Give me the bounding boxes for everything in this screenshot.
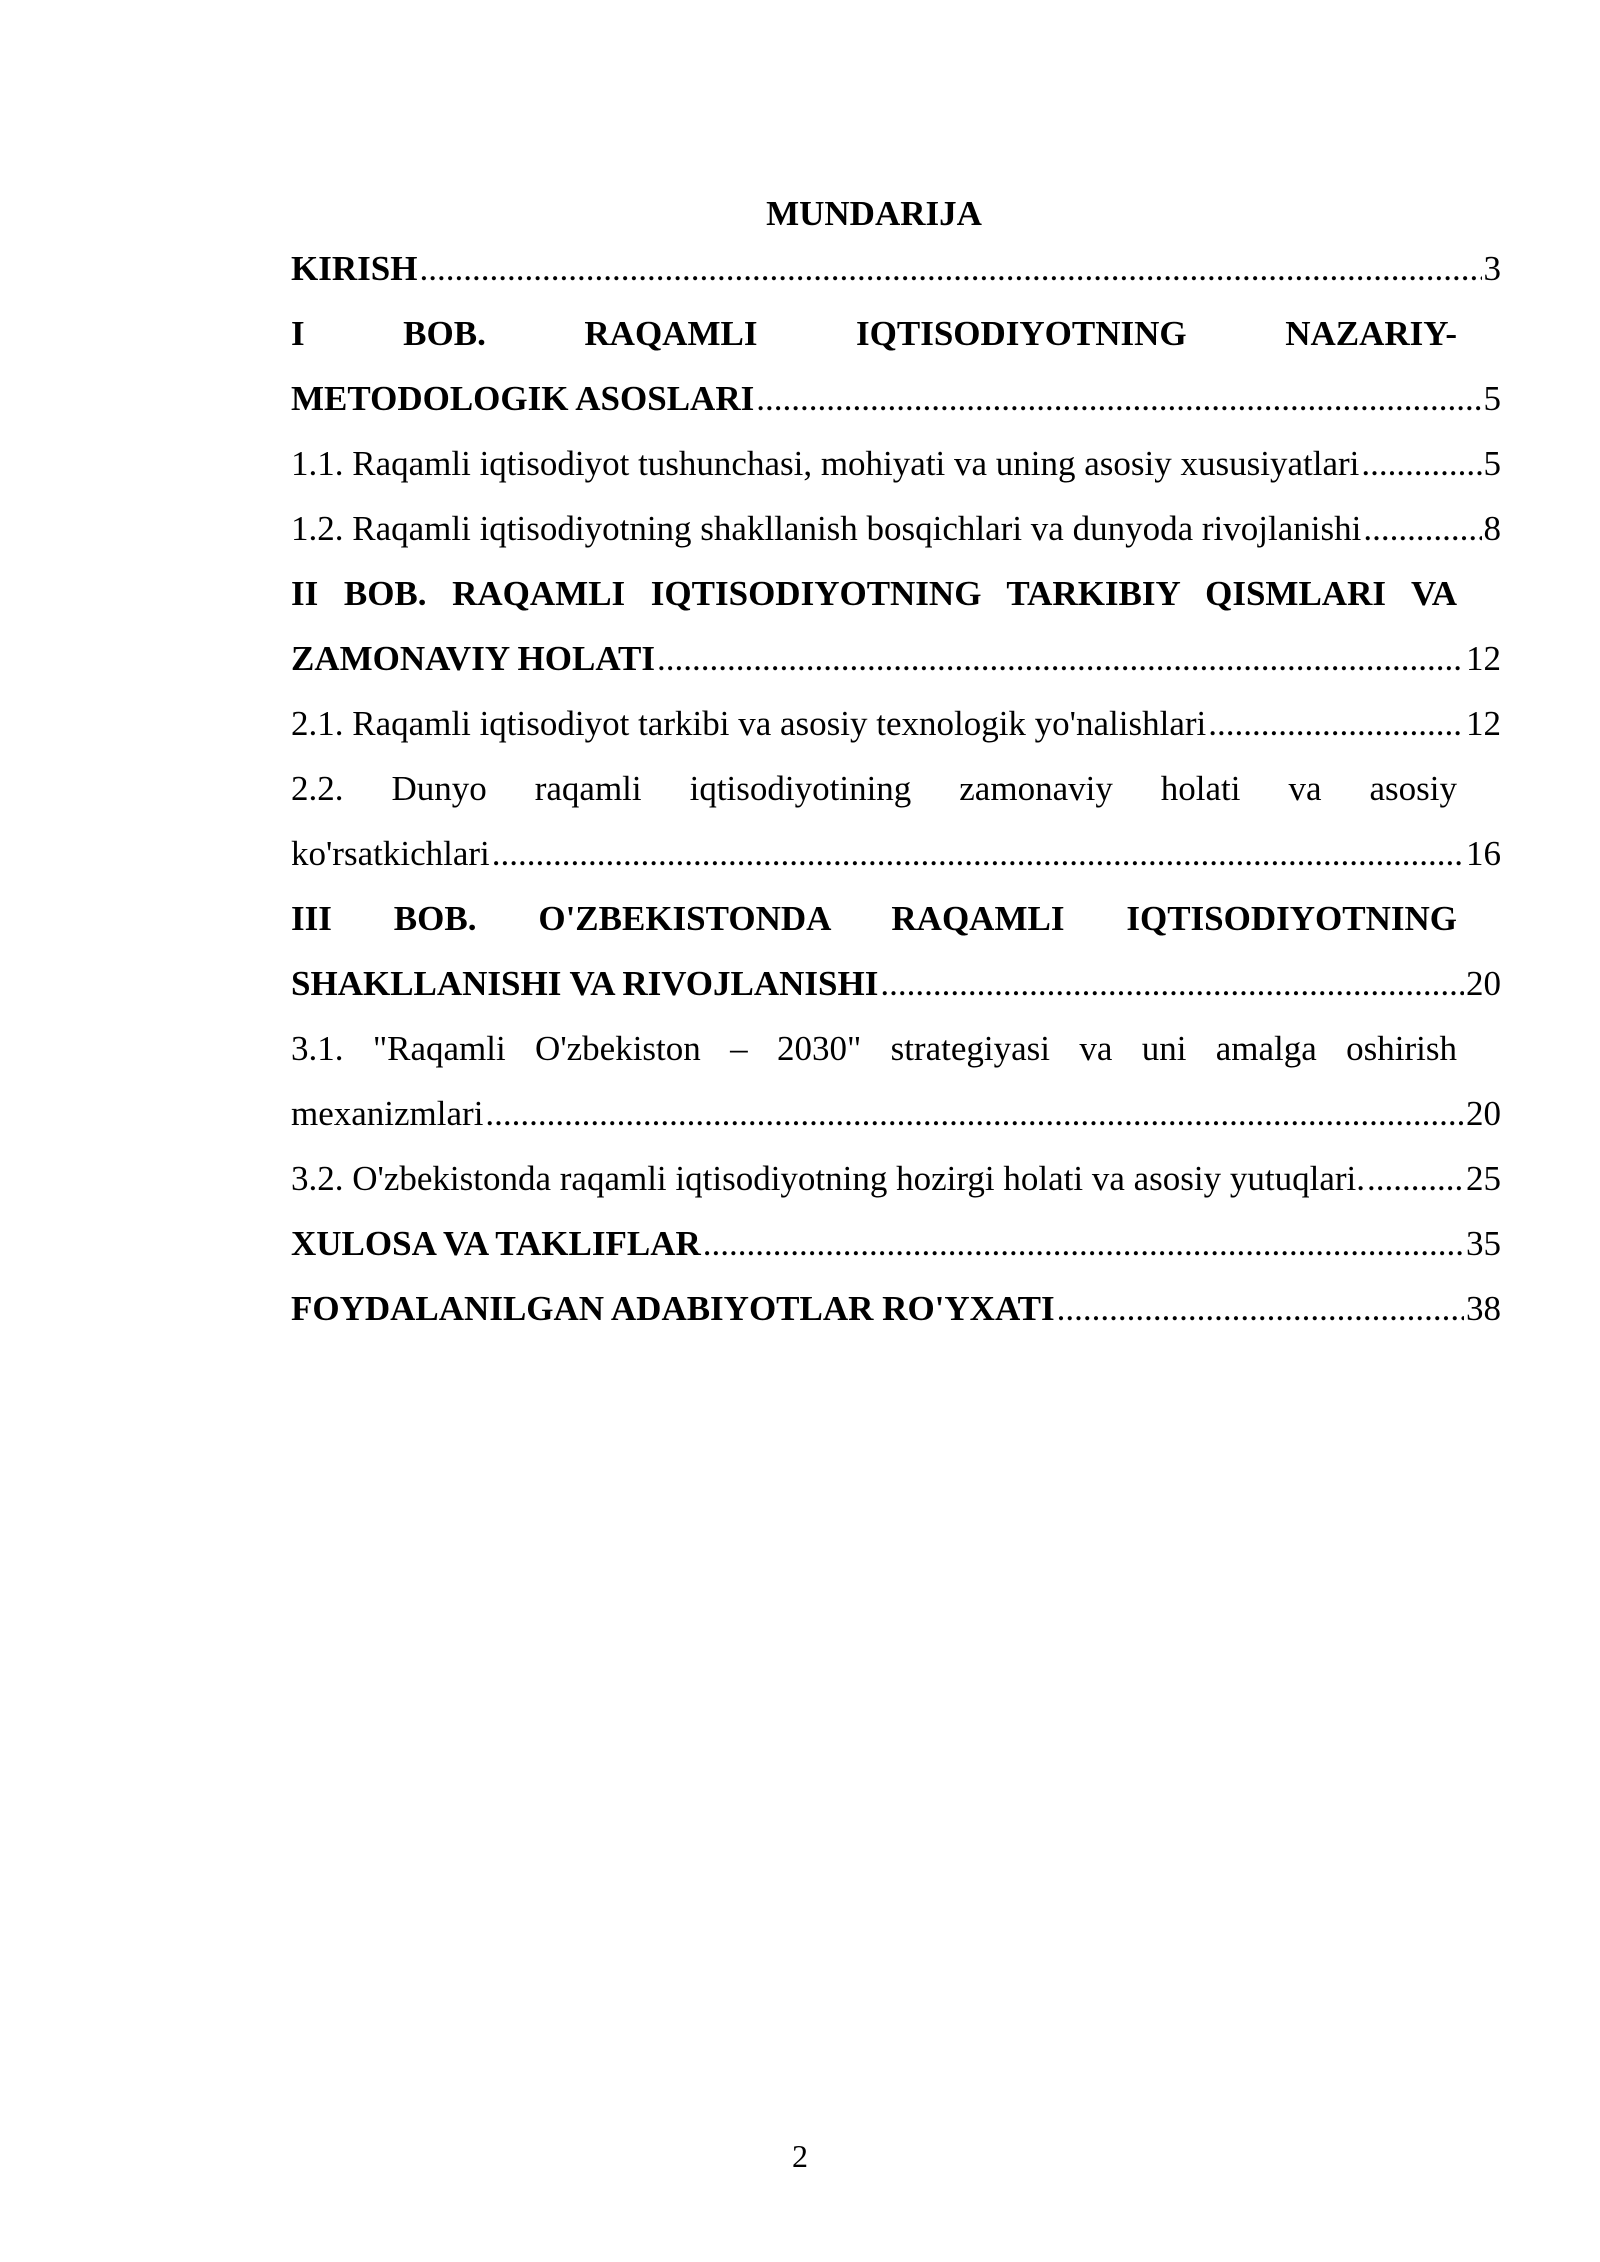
toc-entry-chapter-2-line1[interactable]: II BOB. RAQAMLI IQTISODIYOTNING TARKIBIY QISMLARI VA (291, 574, 1457, 613)
toc-entry-text: 3.2. O'zbekistonda raqamli iqtisodiyotning hozirgi holati va asosiy yutuqlari. (291, 1159, 1365, 1198)
toc-entry-page: 20 (1466, 964, 1501, 1003)
toc-entry-section-3-1-line1[interactable]: 3.1. "Raqamli O'zbekiston – 2030" strategiyasi va uni amalga oshirish (291, 1029, 1457, 1068)
toc-entry-section-3-2[interactable] (291, 1146, 1501, 1211)
dot-leader (1367, 1146, 1464, 1211)
toc-entry-page: 16 (1466, 834, 1501, 873)
toc-entry-page: 5 (1483, 444, 1501, 483)
toc-entry-chapter-1-line1[interactable]: I BOB. RAQAMLI IQTISODIYOTNING NAZARIY- (291, 314, 1457, 353)
dot-leader (485, 1081, 1464, 1146)
dot-leader (1361, 431, 1481, 496)
toc-entry-text: XULOSA VA TAKLIFLAR (291, 1224, 701, 1263)
toc-entry-section-2-2-line1[interactable]: 2.2. Dunyo raqamli iqtisodiyotining zamonaviy holati va asosiy (291, 769, 1457, 808)
toc-entry-text: ko'rsatkichlari (291, 834, 490, 873)
toc-title: MUNDARIJA (766, 194, 982, 233)
toc-entry-page: 20 (1466, 1094, 1501, 1133)
dot-leader (756, 366, 1481, 431)
toc-entry-chapter-3-line1[interactable]: III BOB. O'ZBEKISTONDA RAQAMLI IQTISODIYOTNING (291, 899, 1457, 938)
toc-entry-page: 5 (1483, 379, 1501, 418)
toc-entry-text: SHAKLLANISHI VA RIVOJLANISHI (291, 964, 879, 1003)
dot-leader (880, 951, 1464, 1016)
toc-entry-kirish[interactable] (291, 236, 1501, 301)
dot-leader (419, 236, 1481, 301)
dot-leader (1363, 496, 1481, 561)
dot-leader (1057, 1276, 1464, 1341)
toc-entry-text: KIRISH (291, 249, 418, 288)
toc-entry-page: 8 (1483, 509, 1501, 548)
toc-entry-conclusion[interactable] (291, 1211, 1501, 1276)
toc-entry-page: 12 (1466, 639, 1501, 678)
toc-entry-section-3-1[interactable] (291, 1081, 1501, 1146)
toc-entry-page: 3 (1483, 249, 1501, 288)
toc-entry-section-1-2[interactable] (291, 496, 1501, 561)
toc-entry-page: 35 (1466, 1224, 1501, 1263)
toc-entry-chapter-1[interactable] (291, 366, 1501, 431)
dot-leader (657, 626, 1464, 691)
toc-entry-chapter-2[interactable] (291, 626, 1501, 691)
toc-entry-section-2-2[interactable] (291, 821, 1501, 886)
toc-entry-page: 25 (1466, 1159, 1501, 1198)
toc-entry-text: ZAMONAVIY HOLATI (291, 639, 655, 678)
toc-entry-text: 2.1. Raqamli iqtisodiyot tarkibi va asosiy texnologik yo'nalishlari (291, 704, 1207, 743)
dot-leader (1208, 691, 1464, 756)
toc-entry-text: 1.2. Raqamli iqtisodiyotning shakllanish bosqichlari va dunyoda rivojlanishi (291, 509, 1362, 548)
toc-entry-text: mexanizmlari (291, 1094, 484, 1133)
toc-entry-references[interactable] (291, 1276, 1501, 1341)
toc-entry-section-1-1[interactable] (291, 431, 1501, 496)
toc-entry-text: 1.1. Raqamli iqtisodiyot tushunchasi, mohiyati va uning asosiy xususiyatlari (291, 444, 1360, 483)
toc-entry-text: FOYDALANILGAN ADABIYOTLAR RO'YXATI (291, 1289, 1055, 1328)
dot-leader (703, 1211, 1464, 1276)
page-number: 2 (792, 2138, 808, 2174)
toc-entry-text: METODOLOGIK ASOSLARI (291, 379, 755, 418)
toc-entry-page: 12 (1466, 704, 1501, 743)
toc-entry-section-2-1[interactable] (291, 691, 1501, 756)
dot-leader (492, 821, 1464, 886)
toc-entry-page: 38 (1466, 1289, 1501, 1328)
table-of-contents (291, 192, 1501, 1341)
toc-entry-chapter-3[interactable] (291, 951, 1501, 1016)
